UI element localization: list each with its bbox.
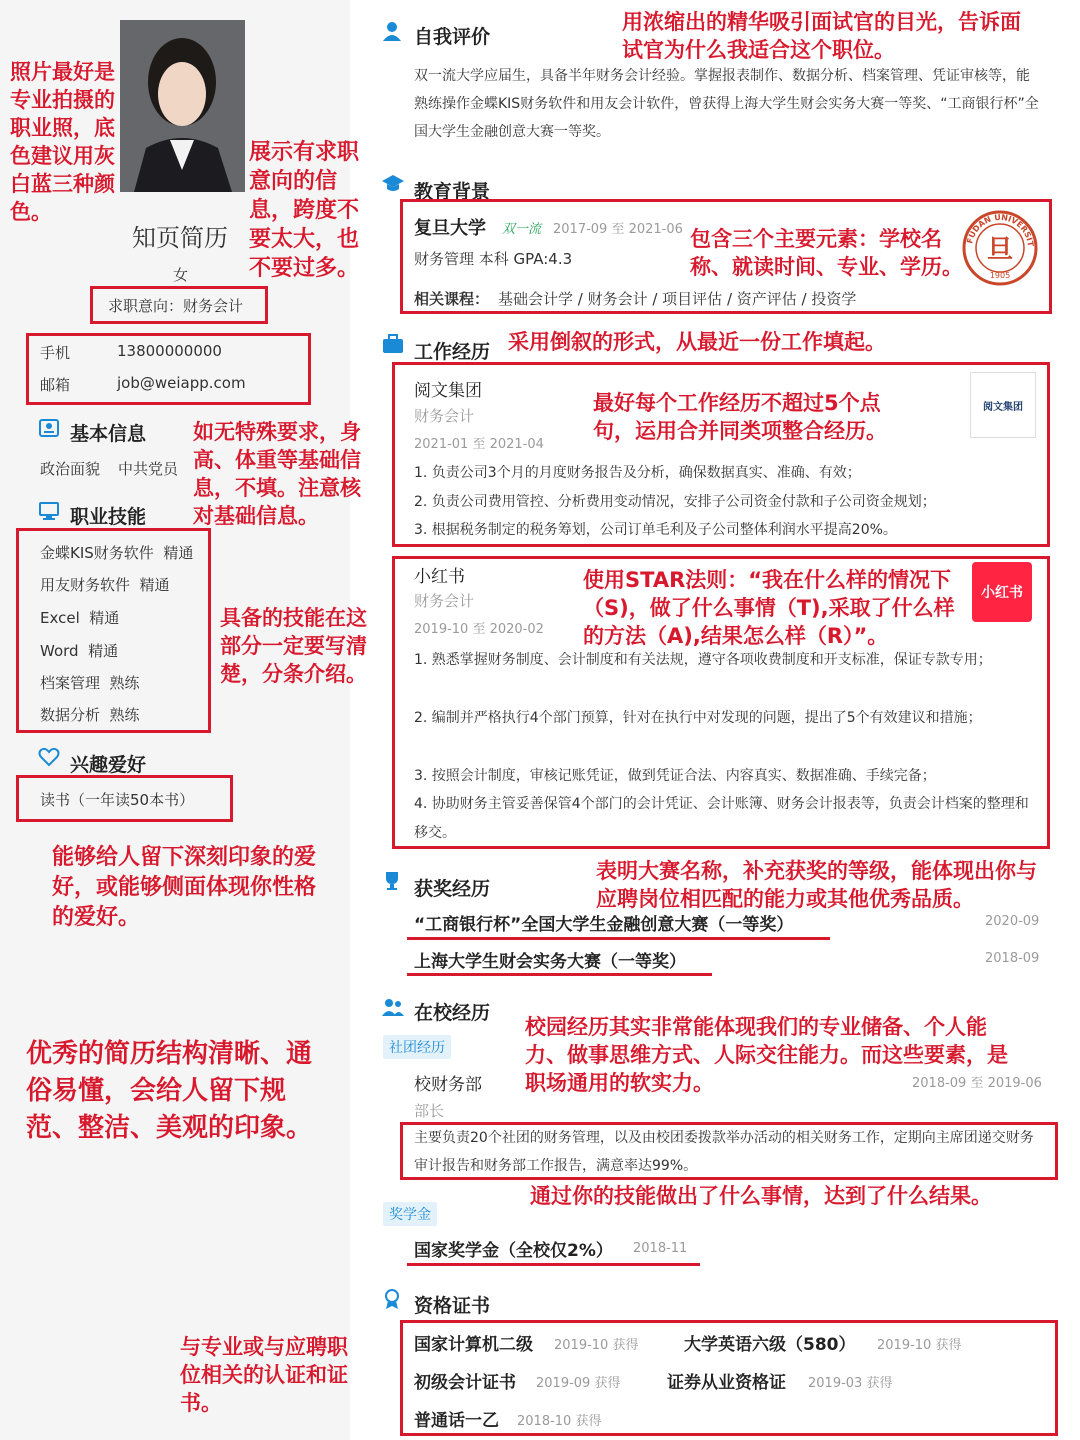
education-title: 教育背景 xyxy=(414,181,491,203)
job2-item: 4. 协助财务主管妥善保管4个部门的会计凭证、会计账簿、财务会计报表等，负责会计档案的整理和移交。 xyxy=(414,796,1029,841)
politics-label: 政治面貌 xyxy=(40,460,101,478)
id-card-icon xyxy=(38,417,60,444)
note-campus: 校园经历其实非常能体现我们的专业储备、个人能力、做事思维方式、人际交往能力。而这些要素，是职场通用的软实力。 xyxy=(525,1015,1008,1095)
skill-item: 数据分析 熟练 xyxy=(40,706,140,724)
award-date: 2020-09 xyxy=(985,914,1040,929)
note-photo: 照片最好是专业拍摄的职业照，底色建议用灰白蓝三种颜色。 xyxy=(10,60,115,224)
campus-title: 在校经历 xyxy=(414,1002,491,1024)
cert-name: 证券从业资格证 xyxy=(667,1373,786,1393)
seal-year: 1905 xyxy=(989,271,1011,280)
skill-item: 金蝶KIS财务软件 精通 xyxy=(40,544,194,562)
skill-item: 用友财务软件 精通 xyxy=(40,576,170,594)
profile-photo xyxy=(120,20,245,192)
campus-desc: 主要负责20个社团的财务管理，以及由校团委拨款举办活动的相关财务工作，定期向主席团递交财务审计报告和财务部工作报告，满意率达99%。 xyxy=(414,1130,1034,1174)
job2-item: 3. 按照会计制度，审核记账凭证，做到凭证合法、内容真实、数据准确、手续完备； xyxy=(414,768,936,784)
note-intent: 展示有求职意向的信息，跨度不要太大，也不要过多。 xyxy=(249,140,360,281)
seal-char: 旦 xyxy=(986,235,1014,265)
skill-item: Word 精通 xyxy=(40,642,119,660)
job2-role: 财务会计 xyxy=(414,592,475,610)
cert-name: 初级会计证书 xyxy=(414,1373,516,1393)
scholarship-underline xyxy=(407,1263,700,1266)
courses-list: 基础会计学 / 财务会计 / 项目评估 / 资产评估 / 投资学 xyxy=(498,290,857,308)
job1-company: 阅文集团 xyxy=(414,381,482,401)
edu-period: 2017-09 至 2021-06 xyxy=(553,222,683,237)
portrait-icon xyxy=(120,20,245,192)
people-icon xyxy=(381,996,405,1023)
note-cert: 与专业或与应聘职位相关的认证和证书。 xyxy=(180,1335,348,1415)
cert-name: 大学英语六级（580） xyxy=(684,1335,856,1355)
school-name: 复旦大学 xyxy=(414,218,486,239)
job1-period: 2021-01 至 2021-04 xyxy=(414,437,544,452)
skill-item: Excel 精通 xyxy=(40,609,120,627)
phone-value: 13800000000 xyxy=(117,342,222,360)
award-name: 上海大学生财会实务大赛（一等奖） xyxy=(414,952,686,972)
politics-value: 中共党员 xyxy=(118,460,179,478)
yuewen-logo xyxy=(970,372,1036,438)
candidate-name: 知页简历 xyxy=(132,224,228,252)
yuewen-logo-text: 阅文集团 xyxy=(983,401,1023,413)
award-name: “工商银行杯”全国大学生金融创意大赛（一等奖） xyxy=(414,915,794,935)
job1-item: 1. 负责公司3个月的月度财务报告及分析，确保数据真实、准确、有效； xyxy=(414,465,861,481)
phone-label: 手机 xyxy=(40,344,71,362)
cert-date: 2019-10 获得 xyxy=(877,1338,962,1353)
seal-text: FUDAN UNIVERSIT xyxy=(965,212,1036,248)
candidate-gender: 女 xyxy=(173,266,189,284)
note-result: 通过你的技能做出了什么事情，达到了什么结果。 xyxy=(530,1184,992,1208)
person-icon xyxy=(381,20,403,47)
note-basic: 如无特殊要求，身高、体重等基础信息，不填。注意核对基础信息。 xyxy=(193,420,361,528)
campus-role: 部长 xyxy=(414,1102,445,1120)
work-title: 工作经历 xyxy=(414,341,491,363)
note-structure: 优秀的简历结构清晰、通俗易懂，会给人留下规范、整洁、美观的印象。 xyxy=(26,1039,313,1143)
job2-period: 2019-10 至 2020-02 xyxy=(414,622,544,637)
job2-item: 2. 编制并严格执行4个部门预算，针对在执行中对发现的问题，提出了5个有效建议和措施； xyxy=(414,710,982,726)
note-job1: 最好每个工作经历不超过5个点句，运用合并同类项整合经历。 xyxy=(593,391,887,443)
medal-icon xyxy=(381,1288,403,1315)
cert-date: 2019-10 获得 xyxy=(554,1338,639,1353)
note-job2: 使用STAR法则：“我在什么样的情况下（S)，做了什么事情（T),采取了什么样的方法（A),结果怎么样（R）”。 xyxy=(583,568,955,648)
awards-title: 获奖经历 xyxy=(414,878,491,900)
note-hobby: 能够给人留下深刻印象的爱好，或能够侧面体现你性格的爱好。 xyxy=(52,845,317,930)
campus-org: 校财务部 xyxy=(414,1075,482,1095)
job1-item: 3. 根据税务制定的税务筹划，公司订单毛利及子公司整体利润水平提高20%。 xyxy=(414,522,897,538)
job1-role: 财务会计 xyxy=(414,407,475,425)
email-label: 邮箱 xyxy=(40,376,71,394)
club-tag: 社团经历 xyxy=(383,1035,451,1059)
xiaohongshu-logo-text: 小红书 xyxy=(981,585,1023,601)
note-award: 表明大赛名称，补充获奖的等级，能体现出你与应聘岗位相匹配的能力或其他优秀品质。 xyxy=(596,859,1037,911)
job-intent: 求职意向：财务会计 xyxy=(108,297,244,315)
edu-major: 财务管理 本科 GPA:4.3 xyxy=(414,250,573,268)
hobby-text: 读书（一年读50本书） xyxy=(40,791,195,809)
cert-date: 2019-09 获得 xyxy=(536,1376,621,1391)
cert-date: 2019-03 获得 xyxy=(808,1376,893,1391)
basic-info-title: 基本信息 xyxy=(70,423,147,445)
job2-company: 小红书 xyxy=(414,567,465,587)
campus-period: 2018-09 至 2019-06 xyxy=(912,1076,1042,1091)
hobby-title: 兴趣爱好 xyxy=(70,754,147,776)
award-date: 2018-09 xyxy=(985,951,1040,966)
note-skills: 具备的技能在这部分一定要写清楚，分条介绍。 xyxy=(220,606,367,686)
fudan-seal xyxy=(962,210,1038,286)
self-eval-title: 自我评价 xyxy=(414,26,491,48)
email-value: job@weiapp.com xyxy=(117,374,246,392)
trophy-icon xyxy=(381,870,403,897)
cert-name: 普通话一乙 xyxy=(414,1411,499,1431)
school-tag: 双一流 xyxy=(502,222,542,237)
job2-item: 1. 熟悉掌握财务制度、会计制度和有关法规，遵守各项收费制度和开支标准，保证专款专用； xyxy=(414,652,992,668)
courses-label: 相关课程： xyxy=(414,290,490,308)
cert-name: 国家计算机二级 xyxy=(414,1335,533,1355)
monitor-icon xyxy=(38,500,60,527)
graduation-cap-icon xyxy=(381,172,405,199)
xiaohongshu-logo xyxy=(972,562,1032,622)
job1-item: 2. 负责公司费用管控、分析费用变动情况，安排子公司资金付款和子公司资金规划； xyxy=(414,494,936,510)
skills-title: 职业技能 xyxy=(70,506,147,528)
scholarship-tag: 奖学金 xyxy=(383,1202,437,1226)
briefcase-icon xyxy=(381,333,405,360)
scholarship-date: 2018-11 xyxy=(633,1241,688,1256)
note-work: 采用倒叙的形式，从最近一份工作填起。 xyxy=(508,330,886,354)
heart-icon xyxy=(38,746,60,773)
cert-date: 2018-10 获得 xyxy=(517,1414,602,1429)
note-edu: 包含三个主要元素：学校名称、就读时间、专业、学历。 xyxy=(690,227,963,279)
note-self: 用浓缩出的精华吸引面试官的目光，告诉面试官为什么我适合这个职位。 xyxy=(622,10,1021,62)
self-eval-text: 双一流大学应届生，具备半年财务会计经验。掌握报表制作、数据分析、档案管理、凭证审核等，能熟练操作金蝶KIS财务软件和用友会计软件，曾获得上海大学生财会实务大赛一等奖、“工商银行杯”全国大学生金融创意大赛一等奖。 xyxy=(414,68,1039,140)
award1-underline xyxy=(407,937,830,940)
skill-item: 档案管理 熟练 xyxy=(40,674,140,692)
award2-underline xyxy=(407,973,712,976)
scholarship-name: 国家奖学金（全校仅2%） xyxy=(414,1241,613,1261)
certs-title: 资格证书 xyxy=(414,1295,491,1317)
